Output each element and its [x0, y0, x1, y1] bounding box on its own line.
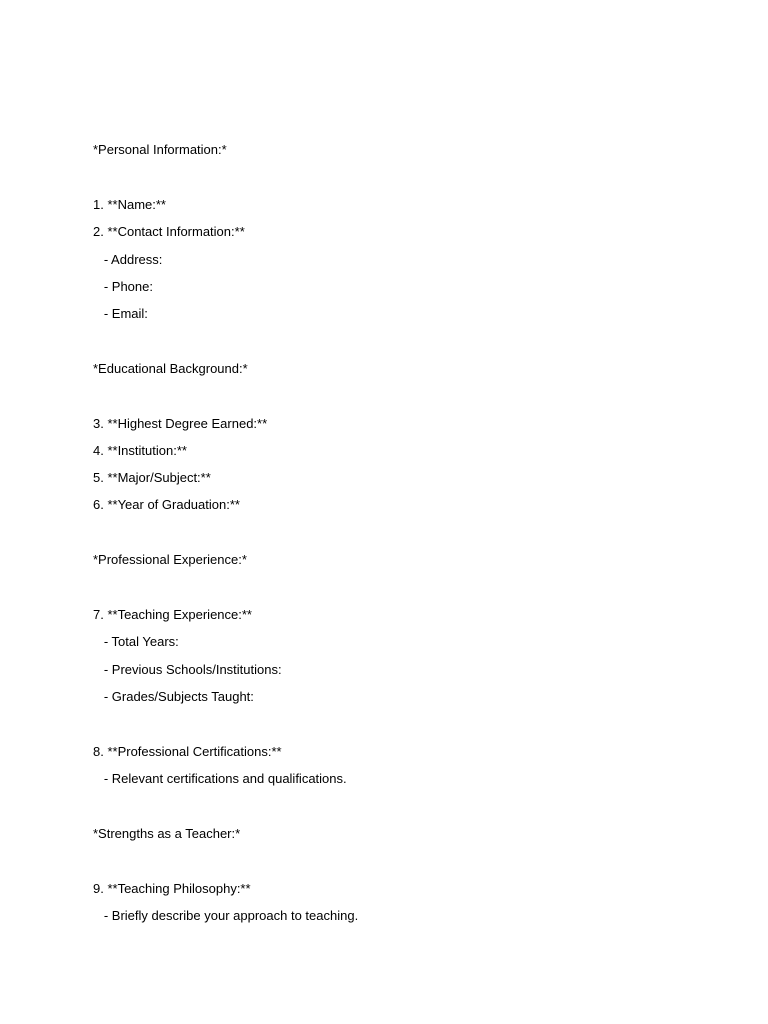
subitem-email: - Email:	[93, 306, 148, 321]
subitem-relevant-certifications: - Relevant certifications and qualifications.	[93, 771, 347, 786]
subitem-approach-to-teaching: - Briefly describe your approach to teaching.	[93, 908, 359, 923]
subitem-address: - Address:	[93, 252, 163, 267]
item-major-subject: 5. **Major/Subject:**	[93, 470, 211, 485]
item-professional-certifications: 8. **Professional Certifications:**	[93, 744, 282, 759]
item-contact-information: 2. **Contact Information:**	[93, 224, 245, 239]
item-teaching-experience: 7. **Teaching Experience:**	[93, 607, 252, 622]
subitem-phone: - Phone:	[93, 279, 153, 294]
item-year-of-graduation: 6. **Year of Graduation:**	[93, 497, 240, 512]
subitem-previous-schools: - Previous Schools/Institutions:	[93, 662, 282, 677]
item-highest-degree: 3. **Highest Degree Earned:**	[93, 416, 268, 431]
item-institution: 4. **Institution:**	[93, 443, 187, 458]
subitem-grades-subjects: - Grades/Subjects Taught:	[93, 689, 254, 704]
section-heading-strengths: *Strengths as a Teacher:*	[93, 826, 241, 841]
subitem-total-years: - Total Years:	[93, 634, 179, 649]
item-teaching-philosophy: 9. **Teaching Philosophy:**	[93, 881, 251, 896]
section-heading-personal-information: *Personal Information:*	[93, 142, 227, 157]
item-name: 1. **Name:**	[93, 197, 166, 212]
section-heading-educational-background: *Educational Background:*	[93, 361, 248, 376]
section-heading-professional-experience: *Professional Experience:*	[93, 552, 247, 567]
